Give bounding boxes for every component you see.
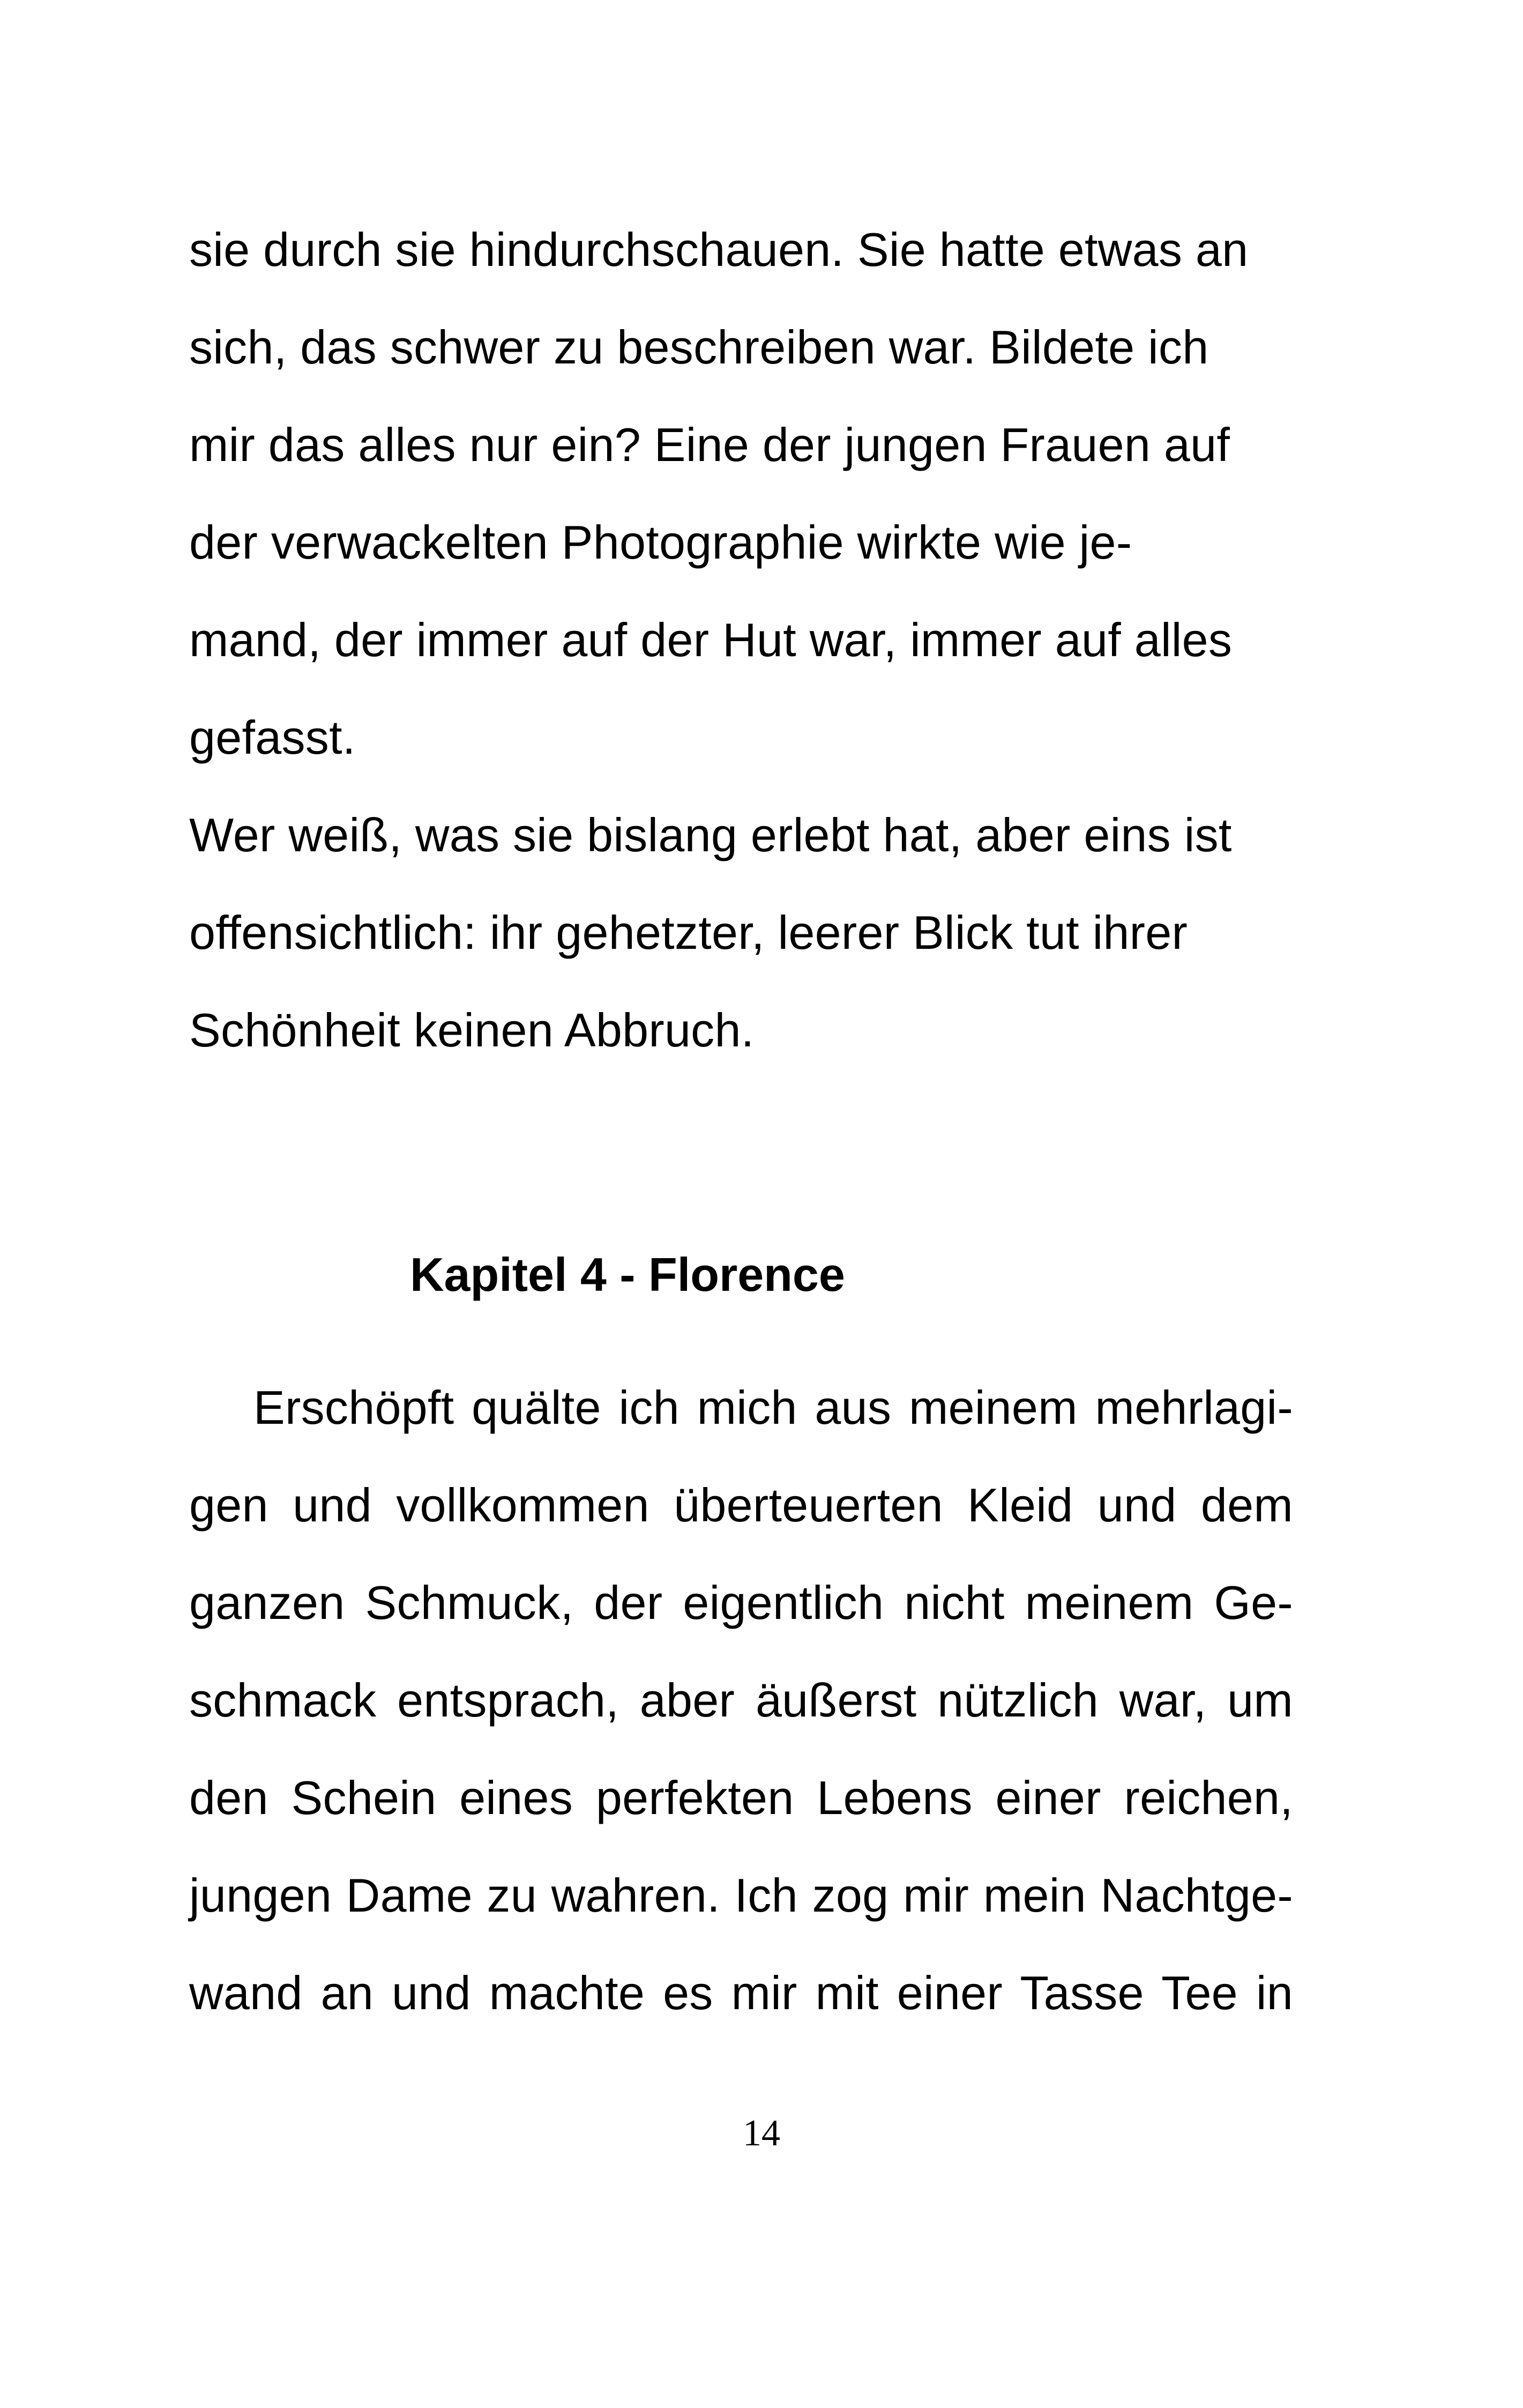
text-line: schmack entsprach, aber äußerst nützlich war, um — [189, 1674, 1293, 1727]
page-number: 14 — [743, 2113, 780, 2154]
text-line: offensichtlich: ihr gehetzter, leerer Blick tut ihrer — [189, 906, 1188, 959]
text-line: sie durch sie hindurchschauen. Sie hatte etwas an — [189, 223, 1249, 276]
text-line: wand an und machte es mir mit einer Tasse Tee in — [189, 1966, 1293, 2019]
text-line: Wer weiß, was sie bislang erlebt hat, aber eins ist — [189, 808, 1232, 861]
text-line: jungen Dame zu wahren. Ich zog mir mein Nachtge- — [189, 1869, 1293, 1922]
text-line: den Schein eines perfekten Lebens einer reichen, — [189, 1771, 1293, 1824]
text-line: gefasst. — [189, 711, 356, 764]
text-line: gen und vollkommen überteuerten Kleid und dem — [189, 1478, 1293, 1532]
text-line: sich, das schwer zu beschreiben war. Bildete ich — [189, 321, 1209, 374]
chapter-heading: Kapitel 4 - Florence — [410, 1248, 845, 1301]
text-line: ganzen Schmuck, der eigentlich nicht meinem Ge- — [189, 1576, 1293, 1629]
text-line: der verwackelten Photographie wirkte wie je- — [189, 516, 1132, 569]
text-line: mir das alles nur ein? Eine der jungen Frauen auf — [189, 418, 1230, 471]
text-line: Erschöpft quälte ich mich aus meinem mehrlagi- — [253, 1381, 1293, 1434]
text-line: Schönheit keinen Abbruch. — [189, 1004, 755, 1057]
text-line: mand, der immer auf der Hut war, immer auf alles — [189, 613, 1233, 666]
